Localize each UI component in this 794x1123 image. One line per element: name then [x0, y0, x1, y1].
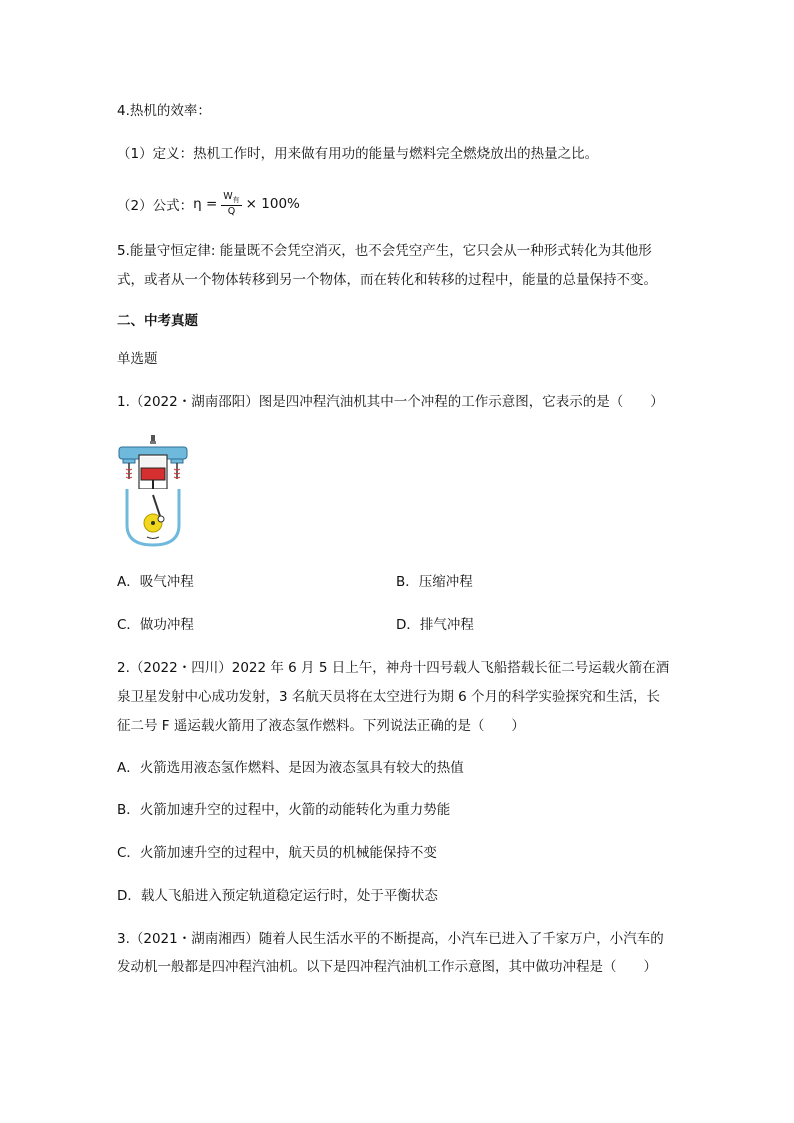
q1-stem: 1.（2022・湖南邵阳）图是四冲程汽油机其中一个冲程的工作示意图，它表示的是（ ）	[117, 394, 664, 410]
q3-stem-line-1: 3.（2021・湖南湘西）随着人民生活水平的不断提高，小汽车已进入了千家万户，小汽车的	[117, 931, 664, 947]
efficiency-formula	[117, 188, 300, 220]
q2-option-b[interactable]: B．火箭加速升空的过程中，火箭的动能转化为重力势能	[117, 802, 451, 818]
q2-stem-line-2: 泉卫星发射中心成功发射，3 名航天员将在太空进行为期 6 个月的科学实验探究和生活，长	[117, 689, 661, 705]
formula-prefix: （2）公式：	[117, 198, 194, 214]
q1-option-a[interactable]: A．吸气冲程	[117, 574, 194, 590]
q2-option-c[interactable]: C．火箭加速升空的过程中，航天员的机械能保持不变	[117, 845, 437, 861]
q2-option-d[interactable]: D．载人飞船进入预定轨道稳定运行时，处于平衡状态	[117, 888, 438, 904]
formula-fraction	[221, 191, 241, 218]
q1-option-b[interactable]: B．压缩冲程	[396, 574, 473, 590]
efficiency-heading: 4.热机的效率：	[117, 103, 211, 119]
q2-option-a[interactable]: A．火箭选用液态氢作燃料、是因为液态氢具有较大的热值	[117, 760, 464, 776]
subsection-title: 单选题	[117, 351, 158, 367]
q1-option-c[interactable]: C．做功冲程	[117, 617, 194, 633]
formula-denominator: Q	[227, 206, 236, 218]
formula-numerator: W	[223, 190, 233, 202]
q2-stem-line-1: 2.（2022・四川）2022 年 6 月 5 日上午，神舟十四号载人飞船搭载长征二号运载火箭在酒	[117, 660, 670, 676]
efficiency-definition: （1）定义：热机工作时，用来做有用功的能量与燃料完全燃烧放出的热量之比。	[117, 146, 599, 162]
formula-symbol: η =	[193, 196, 218, 212]
q2-stem-line-3: 征二号 F 遥运载火箭用了液态氢作燃料。下列说法正确的是（ ）	[117, 718, 525, 734]
formula-numerator-sub: 有	[232, 195, 240, 204]
section-title: 二、中考真题	[117, 313, 198, 329]
q3-stem-line-2: 发动机一般都是四冲程汽油机。以下是四冲程汽油机工作示意图，其中做功冲程是（ ）	[117, 959, 657, 975]
formula-suffix: × 100%	[245, 196, 300, 212]
engine-diagram	[117, 433, 189, 548]
conservation-line-2: 式，或者从一个物体转移到另一个物体，而在转化和转移的过程中，能量的总量保持不变。	[117, 272, 657, 288]
conservation-line-1: 5.能量守恒定律: 能量既不会凭空消灭，也不会凭空产生，它只会从一种形式转化为其他形	[117, 243, 652, 259]
q1-option-d[interactable]: D．排气冲程	[396, 617, 474, 633]
